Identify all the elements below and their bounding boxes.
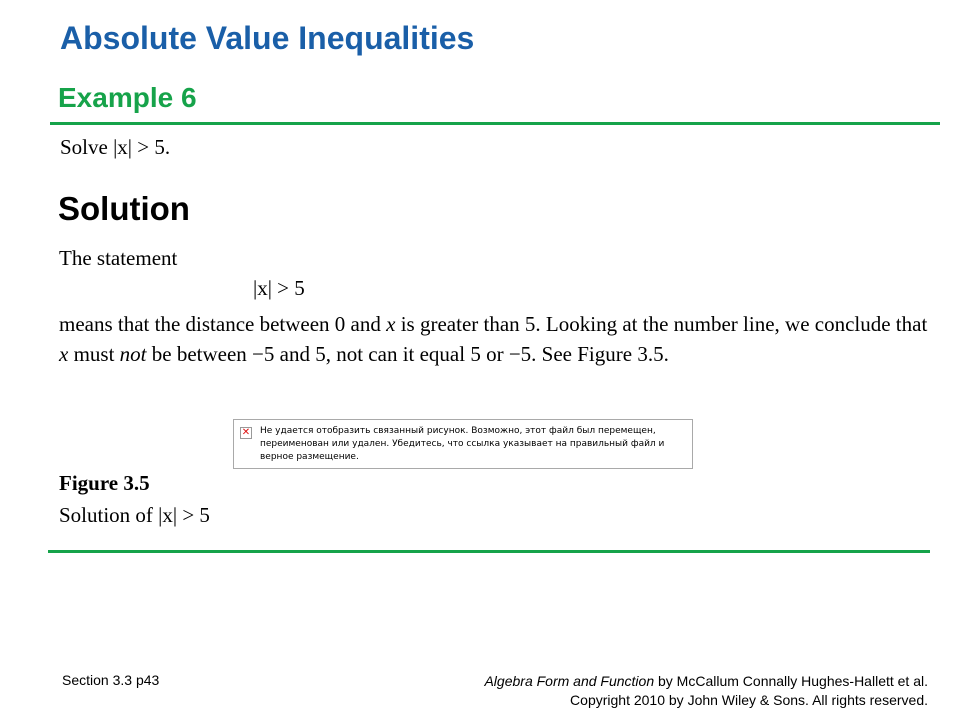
problem-statement: Solve |x| > 5. xyxy=(60,135,171,159)
broken-image-message: Не удается отобразить связанный рисунок. Возможно, этот файл был перемещен, переименован или удален. Убедитесь, что ссылка указывает на правильный файл и верное размещение. xyxy=(260,426,665,462)
paragraph-var-x-2: x xyxy=(59,342,69,366)
paragraph-emphasis-not: not xyxy=(119,342,147,366)
paragraph-text-3: must xyxy=(68,342,120,366)
paragraph-text-2: is greater than 5. Looking at the number line, we conclude that xyxy=(395,312,928,336)
figure-caption: Solution of |x| > 5 xyxy=(59,503,210,527)
footer-book-line xyxy=(484,672,928,691)
figure-label: Figure 3.5 xyxy=(59,471,150,495)
inequality-display: |x| > 5 xyxy=(253,276,305,300)
footer-credits xyxy=(484,672,928,710)
footer-authors: by McCallum Connally Hughes-Hallett et al. xyxy=(654,673,928,689)
solution-paragraph xyxy=(59,309,939,369)
paragraph-text-1: means that the distance between 0 and xyxy=(59,312,387,336)
paragraph-var-x-1: x xyxy=(386,312,396,336)
bottom-divider xyxy=(48,550,930,553)
paragraph-text-4: be between −5 and 5, not can it equal 5 or −5. See Figure 3.5. xyxy=(146,342,669,366)
footer-book-title: Algebra Form and Function xyxy=(484,673,655,689)
broken-image-icon: ✕ xyxy=(241,427,251,438)
broken-image-placeholder xyxy=(233,419,693,469)
footer-section: Section 3.3 p43 xyxy=(62,672,160,688)
slide-title: Absolute Value Inequalities xyxy=(60,20,475,56)
solution-heading: Solution xyxy=(58,190,190,227)
top-divider xyxy=(50,122,940,125)
example-label: Example 6 xyxy=(58,82,197,113)
footer-copyright: Copyright 2010 by John Wiley & Sons. All rights reserved. xyxy=(570,692,928,708)
statement-intro: The statement xyxy=(59,246,178,270)
